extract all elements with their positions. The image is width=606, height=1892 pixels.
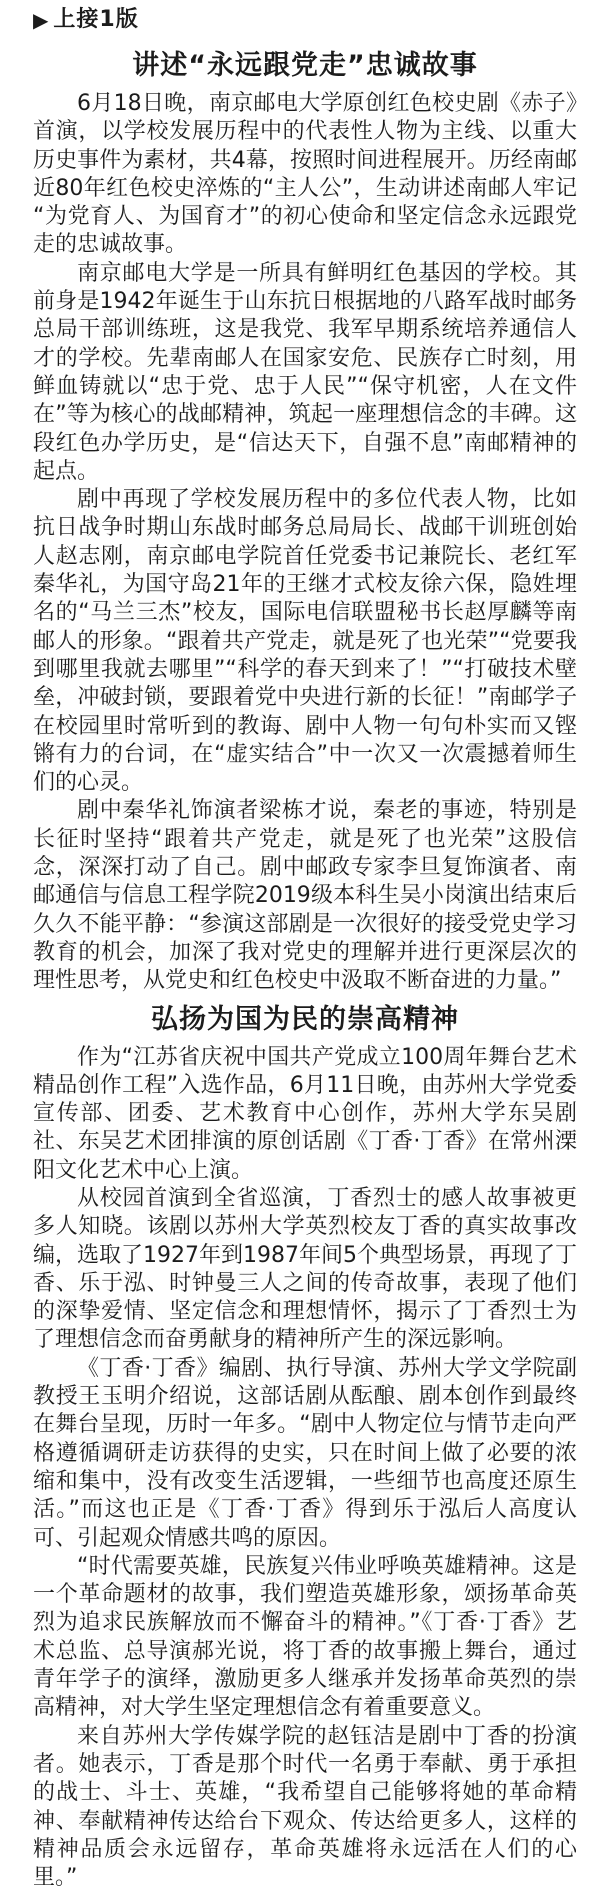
section-heading-noble-spirit: 弘扬为国为民的崇高精神 [151,1003,459,1035]
body-paragraph: 《丁香·丁香》编剧、执行导演、苏州大学文学院副教授王玉明介绍说，这部话剧从酝酿、剧本创作到最终在舞台呈现，历时一年多。“剧中人物定位与情节走向严格遵循调研走访获得的史实，只在时间上做了必要的浓缩和集中，没有改变生活逻辑，一些细节也高度还原生活。”而这也正是《丁香·丁香》得到乐于泓后人高度认可、引起观众情感共鸣的原因。 [33,1355,577,1551]
section-heading-loyalty-story: 讲述“永远跟党走”忠诚故事 [132,50,478,81]
body-paragraph: 南京邮电大学是一所具有鲜明红色基因的学校。其前身是1942年诞生于山东抗日根据地的八路军战时邮务总局干部训练班，这是我党、我军早期系统培养通信人才的学校。先辈南邮人在国家安危、民族存亡时刻，用鲜血铸就以“忠于党、忠于人民”“保守机密，人在文件在”等为核心的战邮精神，筑起一座理想信念的丰碑。这段红色办学历史，是“信达天下，自强不息”南邮精神的起点。 [33,260,577,484]
body-paragraph: 6月18日晚，南京邮电大学原创红色校史剧《赤子》首演，以学校发展历程中的代表性人物为主线、以重大历史事件为素材，共4幕，按照时间进程展开。历经南邮近80年红色校史淬炼的“主人公”，生动讲述南邮人牢记“为党育人、为国育才”的初心使命和坚定信念永远跟党走的忠诚故事。 [33,91,577,258]
continuation-notice [33,6,577,34]
continuation-label: 上接1版 [53,7,139,32]
body-paragraph: 剧中秦华礼饰演者梁栋才说，秦老的事迹，特别是长征时坚持“跟着共产党走，就是死了也光荣”这股信念，深深打动了自己。剧中邮政专家李旦复饰演者、南邮通信与信息工程学院2019级本科生吴小岗演出结束后久久不能平静：“参演这部剧是一次很好的接受党史学习教育的机会，加深了我对党史的理解并进行更深层次的理性思考，从党史和红色校史中汲取不断奋进的力量。” [33,798,577,994]
body-paragraph: 剧中再现了学校发展历程中的多位代表人物，比如抗日战争时期山东战时邮务总局局长、战邮干训班创始人赵志刚，南京邮电学院首任党委书记兼院长、老红军秦华礼，为国守岛21年的王继才式校友徐六保，隐姓埋名的“马兰三杰”校友，国际电信联盟秘书长赵厚麟等南邮人的形象。“跟着共产党走，就是死了也光荣”“党要我到哪里我就去哪里”“科学的春天到来了！”“打破技术壁垒，冲破封锁，要跟着党中央进行新的长征！”南邮学子在校园里时常听到的教诲、剧中人物一句句朴实而又铿锵有力的台词，在“虚实结合”中一次又一次震撼着师生们的心灵。 [33,487,577,796]
body-paragraph: “时代需要英雄，民族复兴伟业呼唤英雄精神。这是一个革命题材的故事，我们塑造英雄形象，颂扬革命英烈为追求民族解放而不懈奋斗的精神。”《丁香·丁香》艺术总监、总导演郝光说，将丁香的故事搬上舞台，通过青年学子的演绎，激励更多人继承并发扬革命英烈的崇高精神，对大学生坚定理想信念有着重要意义。 [33,1553,577,1721]
body-paragraph: 来自苏州大学传媒学院的赵钰洁是剧中丁香的扮演者。她表示，丁香是那个时代一名勇于奉献、勇于承担的战士、斗士、英雄，“我希望自己能够将她的革命精神、奉献精神传达给台下观众、传达给更多人，这样的精神品质会永远留存，革命英雄将永远活在人们的心里。” [33,1723,577,1891]
continuation-arrow-icon: ▶ [33,8,50,32]
body-paragraph: 作为“江苏省庆祝中国共产党成立100周年舞台艺术精品创作工程”入选作品，6月11日晚，由苏州大学党委宣传部、团委、艺术教育中心创作，苏州大学东吴剧社、东吴艺术团排演的原创话剧《丁香·丁香》在常州溧阳文化艺术中心上演。 [33,1044,577,1183]
body-paragraph: 从校园首演到全省巡演，丁香烈士的感人故事被更多人知晓。该剧以苏州大学英烈校友丁香的真实故事改编，选取了1927年到1987年间5个典型场景，再现了丁香、乐于泓、时钟曼三人之间的传奇故事，表现了他们的深挚爱情、坚定信念和理想情怀，揭示了丁香烈士为了理想信念而奋勇献身的精神所产生的深远影响。 [33,1185,577,1353]
